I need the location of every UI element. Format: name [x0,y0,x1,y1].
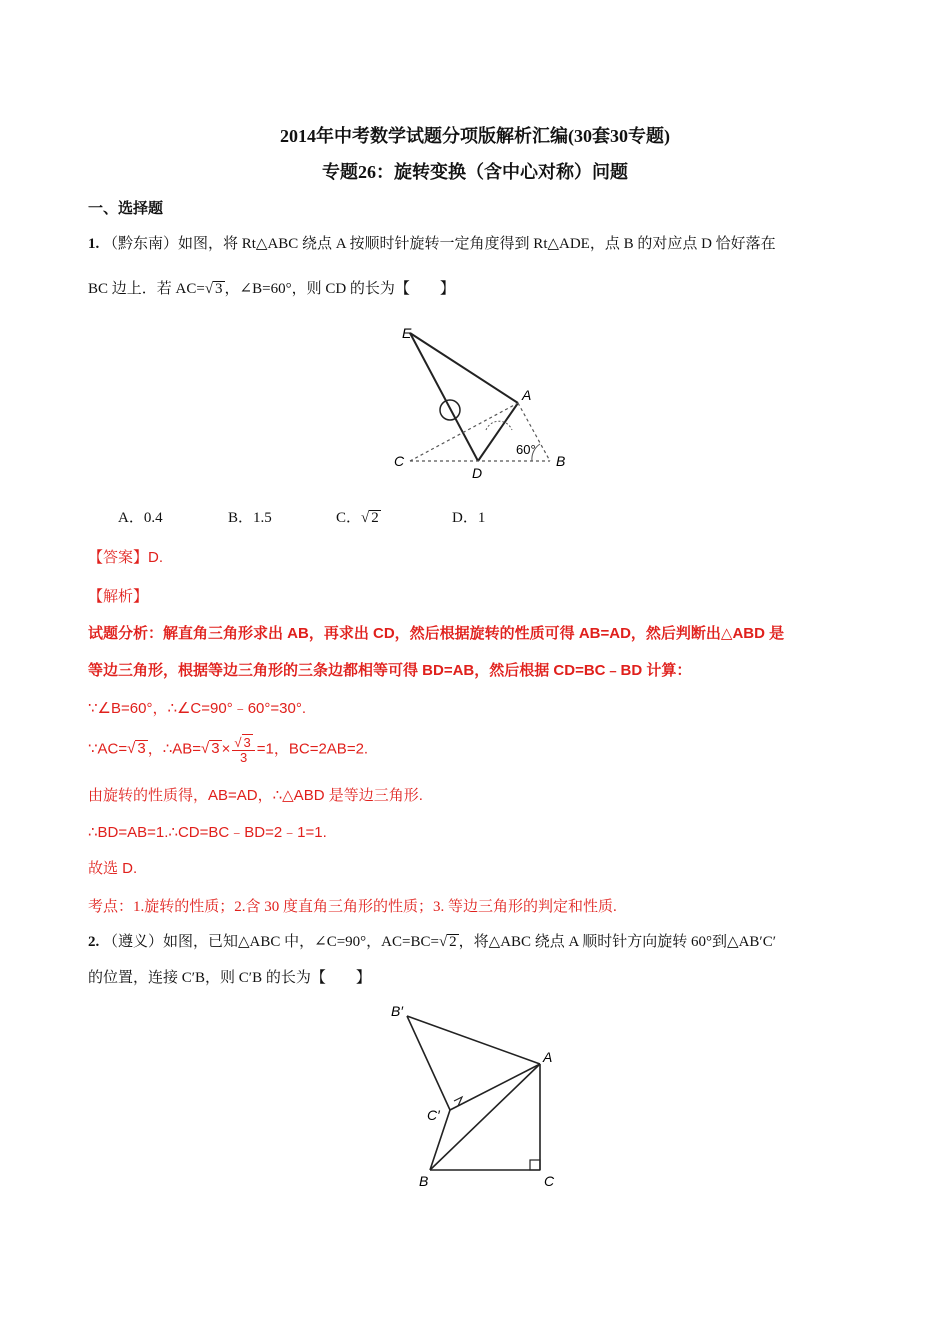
label-c: C [394,453,405,469]
label-b-prime: B′ [391,1003,403,1019]
times-symbol: × [221,740,231,758]
edge-ca-dashed [410,403,518,461]
q1-line2 [88,279,455,299]
sqrt-symbol: √ 3 [201,740,220,758]
fraction-denominator: 3 [239,750,248,765]
q1-step1: ∵∠B=60°，∴∠C=90°﹣60°=30°. [88,700,306,717]
edge-da [478,403,518,461]
q1-analysis-heading: 【解析】 [88,588,149,605]
angle-arc-a [486,421,512,430]
radicand: 3 [243,735,251,750]
right-angle-c [530,1160,540,1170]
q1-analysis-line1: 试题分析：解直角三角形求出 AB，再求出 CD，然后根据旋转的性质可得 AB=AD，然后判断出△ABD 是 [88,625,785,642]
q1-line1 [88,234,776,254]
q2-stem-line1-post: ，将△ABC 绕点 A 顺时针方向旋转 60°到△AB′C′ [458,934,776,950]
q1-option-d: D．1 [452,510,486,526]
document-subtitle: 专题26：旋转变换（含中心对称）问题 [322,162,628,182]
q1-kaodian: 考点：1.旋转的性质；2.含 30 度直角三角形的性质；3. 等边三角形的判定和性质. [88,899,617,915]
q2-figure [385,998,575,1193]
edge-ed [410,333,478,461]
q1-stem-line1: （黔东南）如图，将 Rt△ABC 绕点 A 按顺时针旋转一定角度得到 Rt△ADE，点 B 的对应点 D 恰好落在 [103,236,776,252]
q2-number: 2. [88,934,100,950]
section-heading: 一、选择题 [88,201,164,217]
label-c-prime: C′ [427,1107,440,1123]
radicand: 3 [137,740,146,758]
radicand: 3 [211,740,220,758]
sqrt-symbol: √ 2 [438,934,457,950]
label-c: C [544,1173,555,1189]
label-a: A [543,1049,553,1065]
q1-step2-a: ∵AC= [88,740,128,758]
sqrt-symbol: √ 3 [127,740,146,758]
label-a: A [522,387,532,403]
edge-b1a [407,1016,540,1064]
radicand: 3 [215,281,223,297]
edge-ea [410,333,518,403]
q1-analysis-line2: 等边三角形，根据等边三角形的三条边都相等可得 BD=AB，然后根据 CD=BC﹣BD 计算： [88,662,692,679]
fraction [232,734,254,765]
fraction-numerator [232,734,254,751]
q1-figure [380,318,580,484]
sqrt-symbol: √ 3 [204,281,223,297]
q2-line1 [88,932,776,952]
q1-step5: 故选 D. [88,860,138,877]
q1-step2-c: =1，BC=2AB=2. [256,740,369,758]
edge-c1a [450,1064,540,1110]
q1-step4: ∴BD=AB=1.∴CD=BC﹣BD=2﹣1=1. [88,824,327,841]
sqrt-symbol: √ 2 [361,510,379,526]
radicand: 2 [371,510,379,526]
q1-option-b: B．1.5 [228,510,272,526]
label-angle-60: 60° [516,442,536,457]
q1-option-c [336,506,381,527]
label-b: B [419,1173,429,1189]
q1-option-c-label: C． [336,510,362,526]
edge-ba [430,1064,540,1170]
q1-option-a: A．0.4 [118,510,163,526]
sqrt-symbol: √ 3 [234,735,251,750]
q1-stem-line2-post: ，∠B=60°，则 CD 的长为【 】 [224,281,455,297]
label-d: D [472,465,483,481]
q1-step2-b: ，∴AB= [147,740,202,758]
radicand: 2 [449,934,457,950]
label-e: E [402,325,412,341]
q2-line2: 的位置，连接 C′B，则 C′B 的长为【 】 [88,970,371,986]
q1-step2 [88,734,368,765]
q1-number: 1. [88,236,100,252]
q1-step3: 由旋转的性质得，AB=AD，∴△ABD 是等边三角形. [88,787,423,804]
q1-answer: 【答案】D. [88,549,164,566]
document-title: 2014年中考数学试题分项版解析汇编(30套30专题) [280,126,670,146]
q1-stem-line2-pre: BC 边上．若 AC= [88,281,205,297]
edge-b1c1 [407,1016,450,1110]
label-b: B [556,453,566,469]
q2-stem-line1-pre: （遵义）如图，已知△ABC 中，∠C=90°，AC=BC= [103,934,439,950]
